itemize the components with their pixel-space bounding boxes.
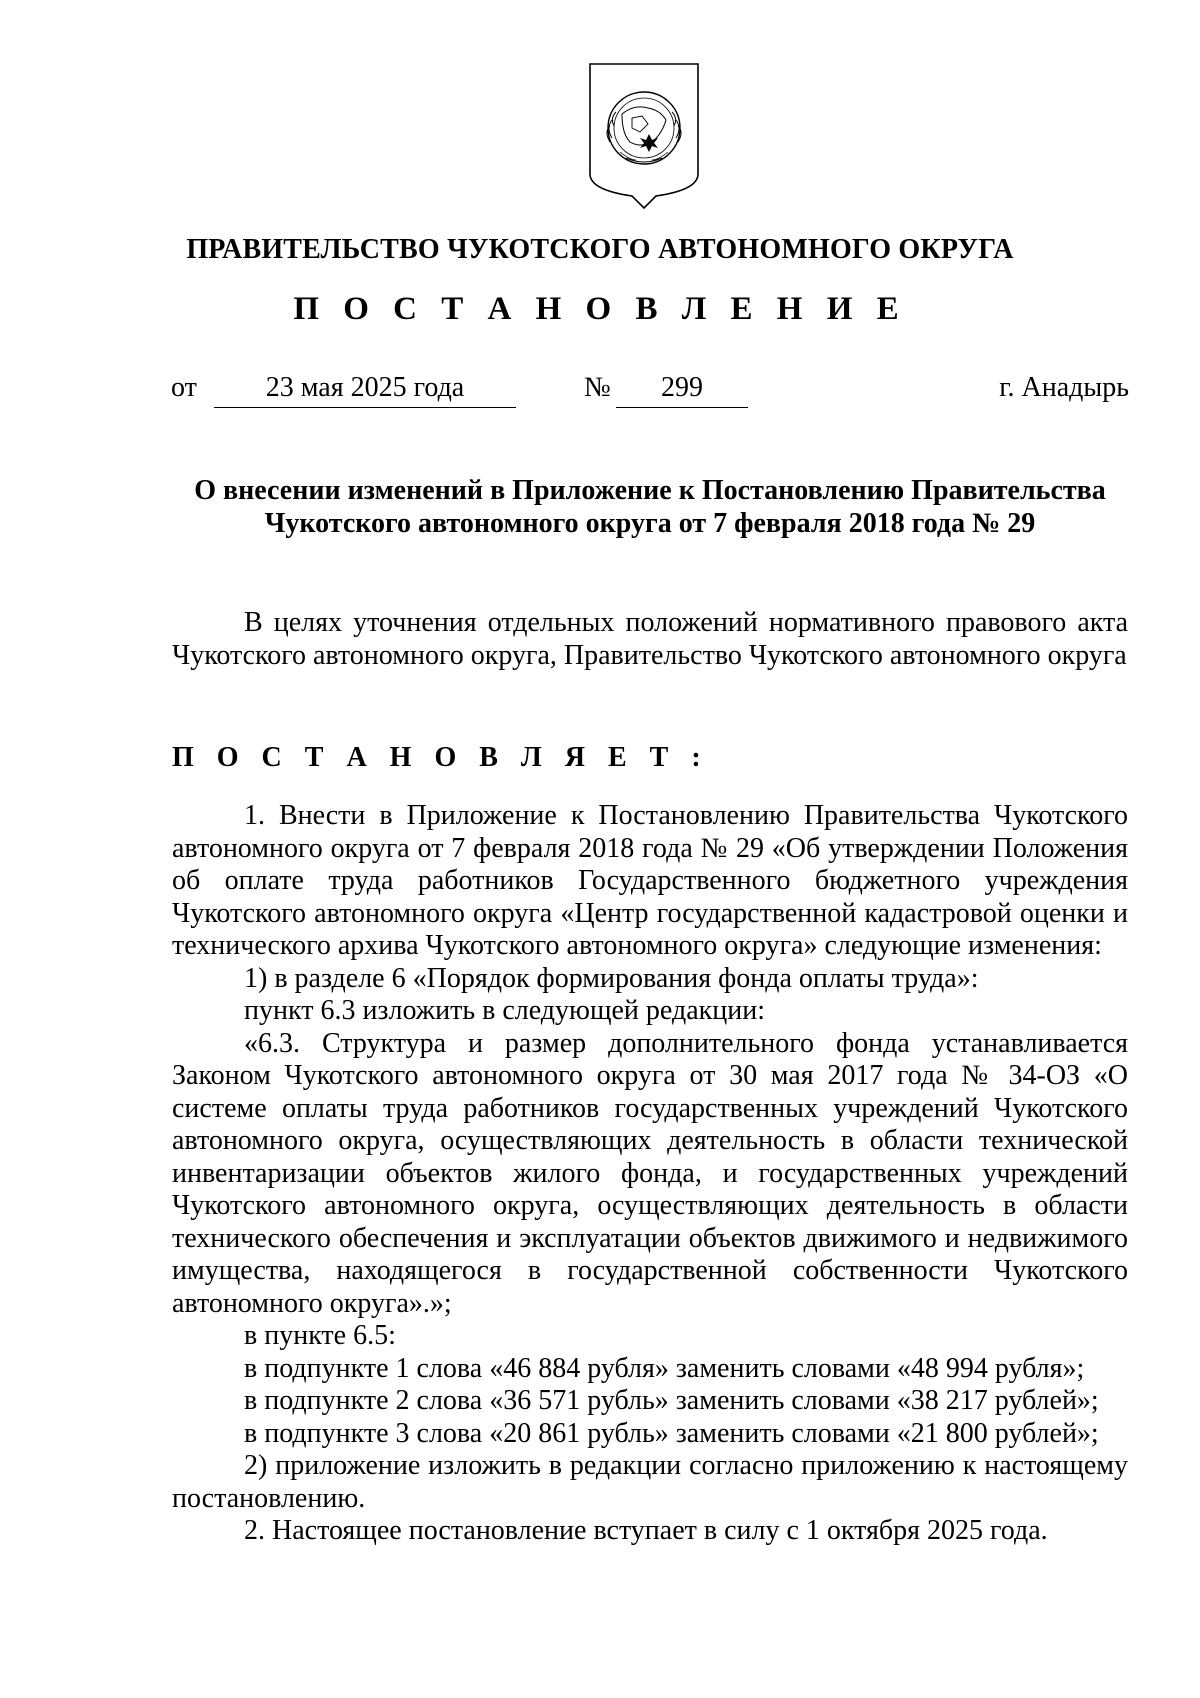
subject-line: О внесении изменений в Приложение к Постановлению Правительства	[194, 475, 1106, 506]
paragraph-clause-6-3-intro: пункт 6.3 изложить в следующей редакции:	[244, 995, 765, 1026]
paragraph-subitem-2: 2) приложение изложить в редакции согласно приложению к настоящему постановлению.	[172, 1450, 1128, 1514]
resolves-heading: П О С Т А Н О В Л Я Е Т :	[172, 742, 709, 773]
document-number: 299	[616, 372, 748, 408]
paragraph-subclause-2: в подпункте 2 слова «36 571 рубль» заменить словами «38 217 рублей»;	[244, 1385, 1099, 1416]
preamble-paragraph: В целях уточнения отдельных положений нормативного правового акта Чукотского автономного округа, Правительство Чукотского автономного округа	[172, 607, 1128, 671]
paragraph-subitem-1: 1) в разделе 6 «Порядок формирования фонда оплаты труда»:	[244, 962, 979, 994]
paragraph-subclause-3: в подпункте 3 слова «20 861 рубль» заменить словами «21 800 рублей»;	[244, 1417, 1099, 1449]
paragraph-clause-6-5-intro: в пункте 6.5:	[244, 1320, 396, 1351]
subject-line: Чукотского автономного округа от 7 февраля 2018 года № 29	[264, 508, 1036, 539]
document-subject	[170, 474, 1130, 540]
paragraph-item-2: 2. Настоящее постановление вступает в силу с 1 октября 2025 года.	[244, 1515, 1048, 1546]
resolution-body	[172, 800, 1128, 1548]
document-type-title: П О С Т А Н О В Л Е Н И Е	[293, 291, 907, 327]
paragraph-item-1: 1. Внести в Приложение к Постановлению Правительства Чукотского автономного округа от 7 февраля 2018 года № 29 «Об утверждении Положения об оплате труда работников Государственного бюджетного учреждения Чукотского автономного округа «Центр государственной кадастровой оценки и технического архива Чукотского автономного округа» следующие изменения:	[172, 800, 1128, 961]
number-label: №	[584, 372, 611, 403]
coat-of-arms-icon	[586, 62, 702, 210]
government-title: ПРАВИТЕЛЬСТВО ЧУКОТСКОГО АВТОНОМНОГО ОКРУГА	[186, 234, 1014, 265]
document-city: г. Анадырь	[999, 372, 1129, 403]
date-label: от	[171, 372, 197, 403]
paragraph-clause-6-3-text: «6.3. Структура и размер дополнительного фонда устанавливается Законом Чукотского автономного округа от 30 мая 2017 года № 34-ОЗ «О системе оплаты труда работников государственных учреждений Чукотского автономного округа, осуществляющих деятельность в области технической инвентаризации объектов жилого фонда, и государственных учреждений Чукотского автономного округа, осуществляющих деятельность в области технического обеспечения и эксплуатации объектов движимого и недвижимого имущества, находящегося в государственной собственности Чукотского автономного округа».»;	[172, 1027, 1128, 1319]
paragraph-subclause-1: в подпункте 1 слова «46 884 рубля» заменить словами «48 994 рубля»;	[244, 1352, 1085, 1384]
preamble-block	[172, 607, 1128, 672]
document-meta-line	[171, 372, 1129, 412]
document-date: 23 мая 2025 года	[214, 372, 516, 408]
